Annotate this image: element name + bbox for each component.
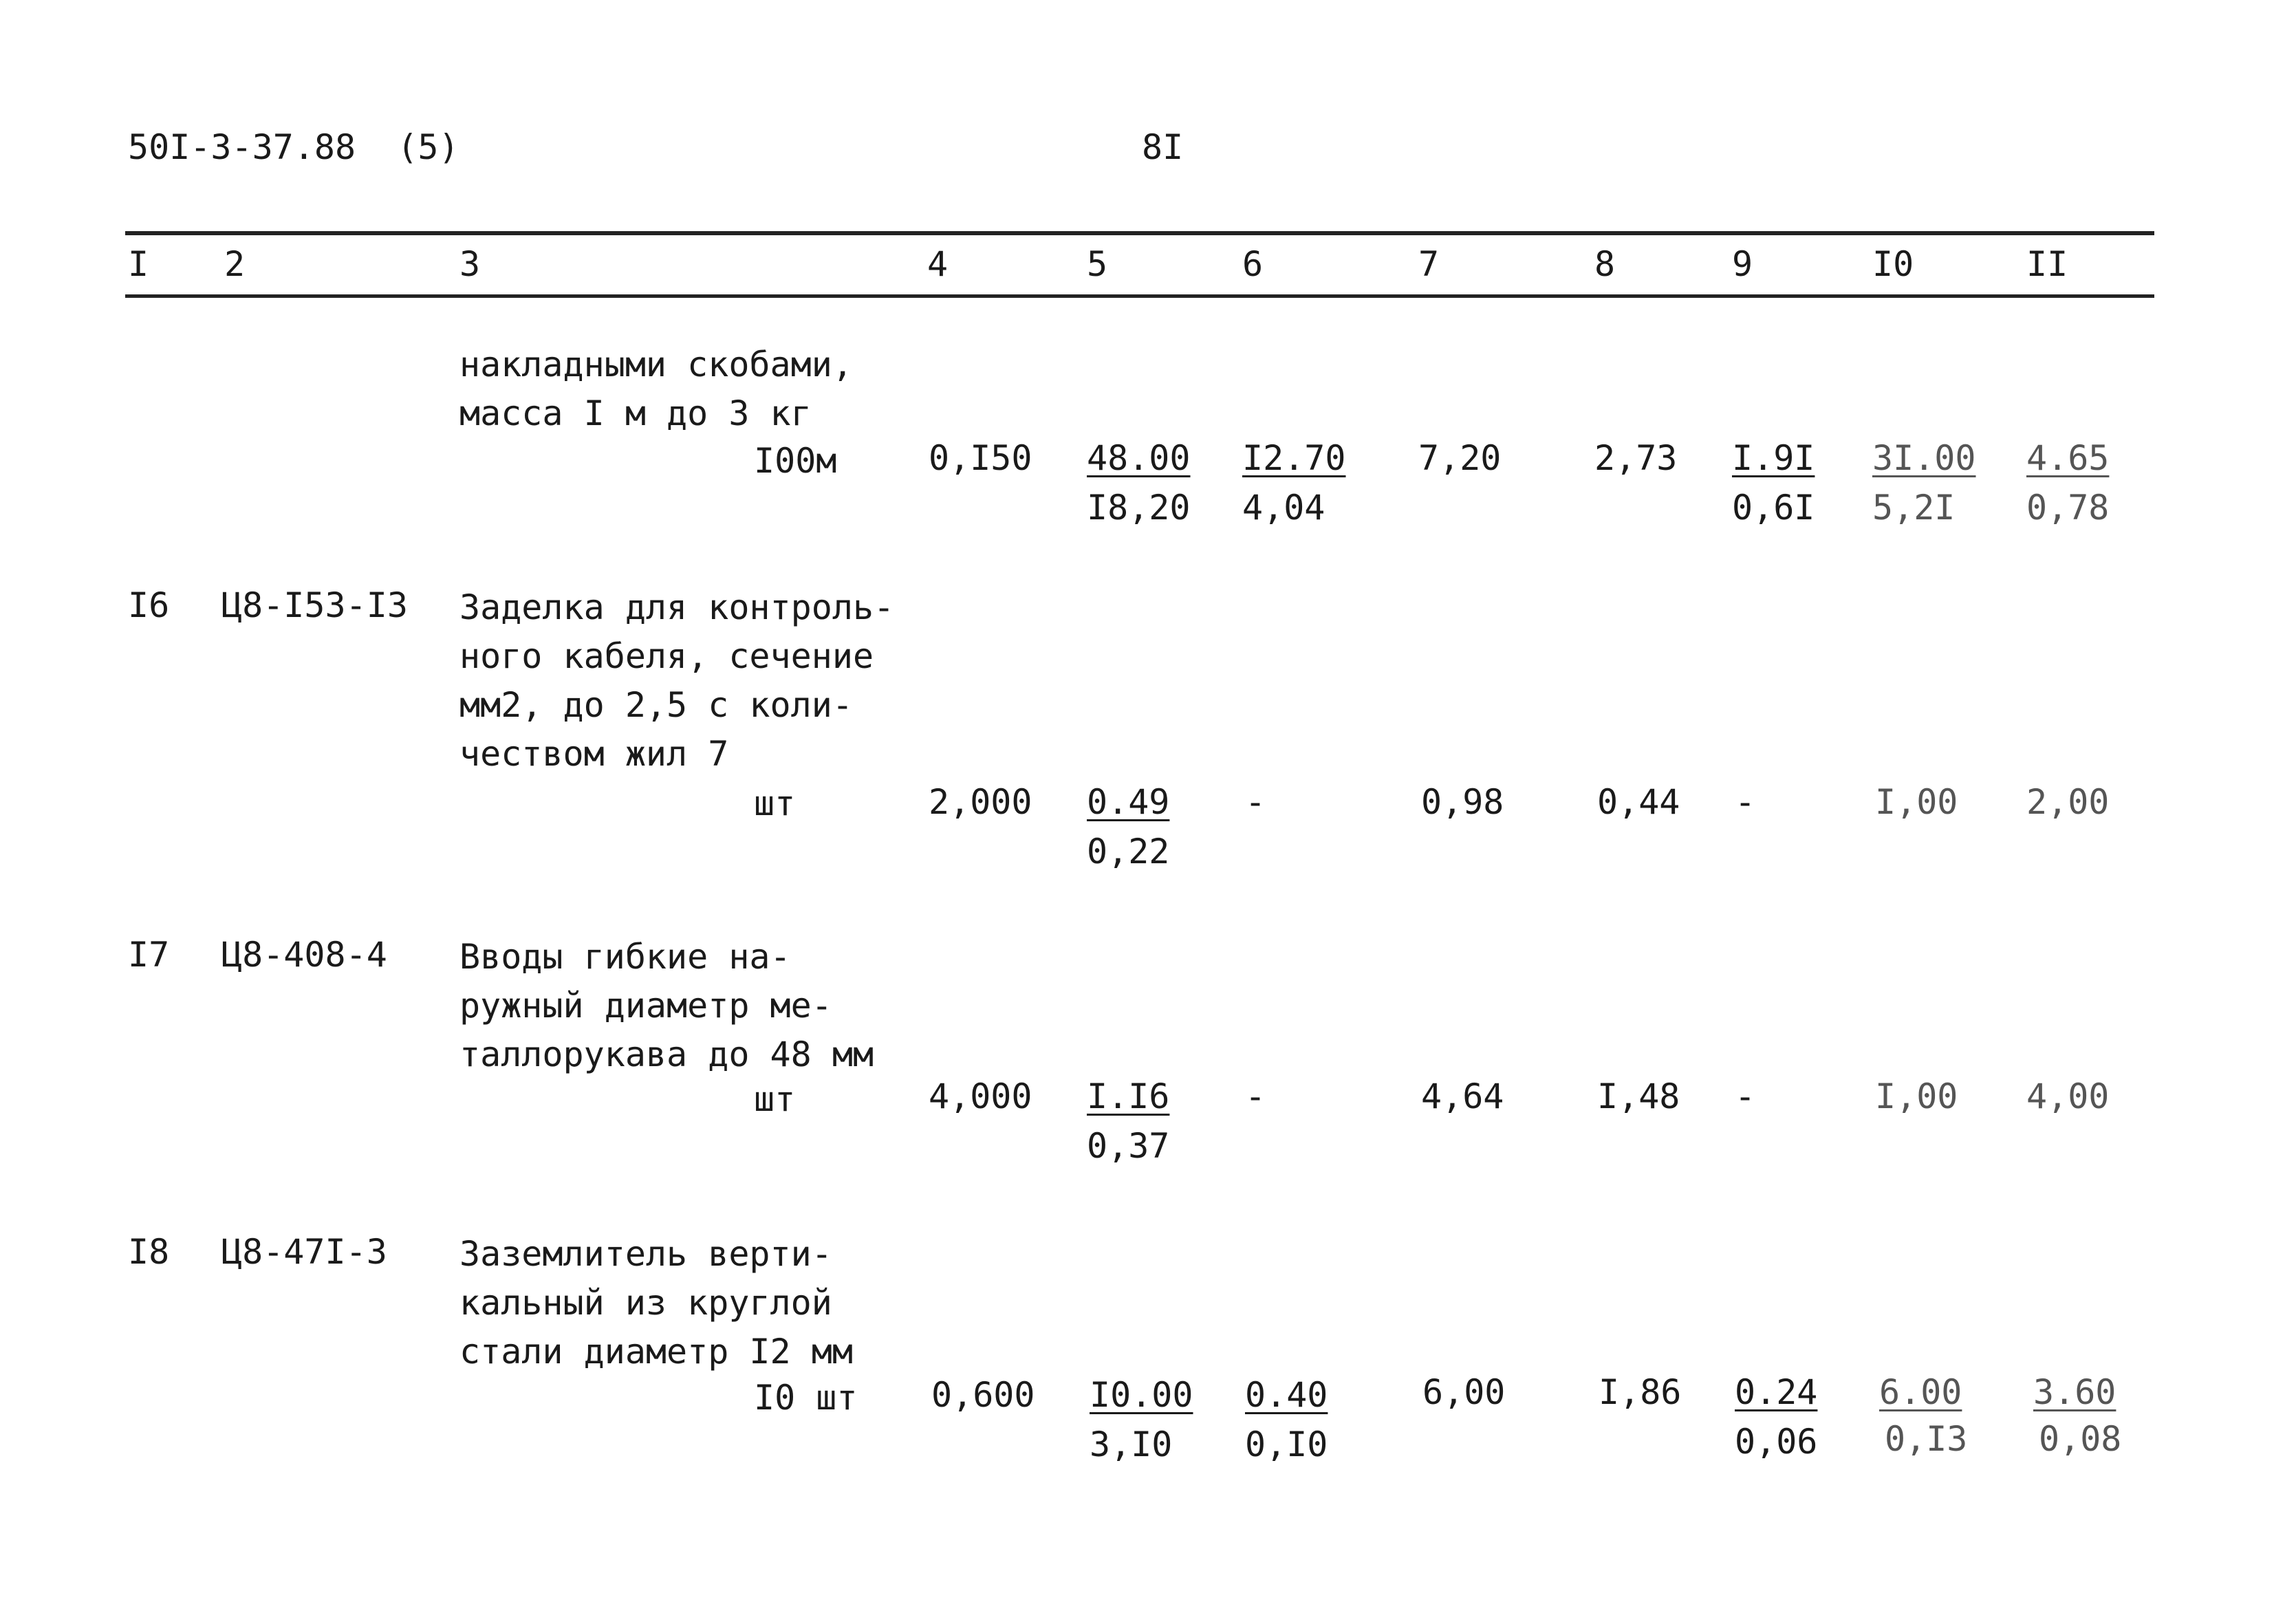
cell-c7: 4,64 [1421, 1076, 1504, 1116]
cell-c7: 0,98 [1421, 782, 1504, 822]
row-number: I8 [128, 1232, 170, 1272]
cell-c10-top: 3I.00 [1872, 438, 1976, 478]
row-quantity: 4,000 [929, 1076, 1032, 1116]
cell-c8: 0,44 [1597, 782, 1680, 822]
cell-c6-top: 0.40 [1245, 1375, 1328, 1415]
column-header: 9 [1732, 244, 1753, 284]
cell-c10-bottom: 0,I3 [1885, 1419, 1968, 1459]
row-description-line: чеством жил 7 [459, 734, 729, 774]
column-header: 3 [459, 244, 481, 284]
cell-c11-top: 4.65 [2026, 438, 2110, 478]
row-unit: шт [754, 783, 796, 823]
cell-c9-top: 0.24 [1735, 1372, 1818, 1412]
cell-c5-bottom: 0,22 [1087, 832, 1170, 871]
row-description-line: масса I м до 3 кг [459, 393, 812, 433]
cell-c5-bottom: I8,20 [1087, 488, 1191, 528]
row-quantity: 2,000 [929, 782, 1032, 822]
row-unit: шт [754, 1079, 796, 1119]
column-header: 4 [927, 244, 949, 284]
cell-c9-top: - [1735, 1076, 1756, 1116]
cell-c10-bottom: 5,2I [1872, 488, 1956, 528]
row-code: Ц8-408-4 [221, 935, 387, 975]
row-description-line: мм2, до 2,5 с коли- [459, 685, 853, 725]
column-header: 7 [1418, 244, 1440, 284]
cell-c10-top: I,00 [1875, 782, 1958, 822]
row-description-line: таллорукава до 48 мм [459, 1035, 874, 1074]
cell-c8: I,86 [1599, 1372, 1682, 1412]
cell-c6-bottom: 4,04 [1242, 488, 1325, 528]
cell-c5-top: I0.00 [1090, 1375, 1193, 1415]
row-number: I6 [128, 585, 170, 625]
row-description-line: ружный диаметр ме- [459, 986, 832, 1026]
cell-c6-top: - [1245, 1076, 1266, 1116]
cell-c9-bottom: 0,06 [1735, 1422, 1818, 1462]
column-header: 5 [1087, 244, 1108, 284]
row-quantity: 0,600 [931, 1375, 1035, 1415]
cell-c11-top: 3.60 [2033, 1372, 2116, 1412]
row-unit: I0 шт [754, 1378, 858, 1418]
column-header: 6 [1242, 244, 1264, 284]
cell-c5-top: 48.00 [1087, 438, 1191, 478]
cell-c10-top: 6.00 [1879, 1372, 1962, 1412]
column-header: 2 [224, 244, 246, 284]
cell-c11-top: 2,00 [2026, 782, 2110, 822]
row-quantity: 0,I50 [929, 438, 1032, 478]
table-top-rule [125, 231, 2154, 235]
row-number: I7 [128, 935, 170, 975]
cell-c8: I,48 [1597, 1076, 1680, 1116]
cell-c9-bottom: 0,6I [1732, 488, 1815, 528]
cell-c6-top: I2.70 [1242, 438, 1346, 478]
cell-c7: 7,20 [1418, 438, 1502, 478]
cell-c9-top: - [1735, 782, 1756, 822]
cell-c11-bottom: 0,08 [2039, 1419, 2122, 1459]
row-description-line: Заземлитель верти- [459, 1234, 832, 1274]
cell-c11-top: 4,00 [2026, 1076, 2110, 1116]
cell-c10-top: I,00 [1875, 1076, 1958, 1116]
cell-c8: 2,73 [1594, 438, 1678, 478]
cell-c5-bottom: 0,37 [1087, 1126, 1170, 1166]
row-description-line: кальный из круглой [459, 1283, 832, 1323]
row-description-line: ного кабеля, сечение [459, 636, 874, 676]
cell-c5-top: I.I6 [1087, 1076, 1170, 1116]
cell-c6-top: - [1245, 782, 1266, 822]
row-code: Ц8-47I-3 [221, 1232, 387, 1272]
cell-c5-bottom: 3,I0 [1090, 1425, 1173, 1464]
row-description-line: стали диаметр I2 мм [459, 1332, 853, 1372]
column-header: 8 [1594, 244, 1616, 284]
cell-c11-bottom: 0,78 [2026, 488, 2110, 528]
column-header: I0 [1872, 244, 1914, 284]
row-unit: I00м [754, 441, 837, 481]
cell-c7: 6,00 [1422, 1372, 1506, 1412]
column-header: II [2026, 244, 2068, 284]
cell-c6-bottom: 0,I0 [1245, 1425, 1328, 1464]
table-header-rule [125, 294, 2154, 298]
cell-c5-top: 0.49 [1087, 782, 1170, 822]
row-description-line: Вводы гибкие на- [459, 937, 791, 977]
row-code: Ц8-I53-I3 [221, 585, 408, 625]
row-description-line: накладными скобами, [459, 345, 853, 385]
page-number: 8I [1142, 127, 1184, 167]
document-code: 50I-3-37.88 (5) [128, 127, 459, 167]
cell-c9-top: I.9I [1732, 438, 1815, 478]
row-description-line: Заделка для контроль- [459, 587, 895, 627]
column-header: I [128, 244, 149, 284]
